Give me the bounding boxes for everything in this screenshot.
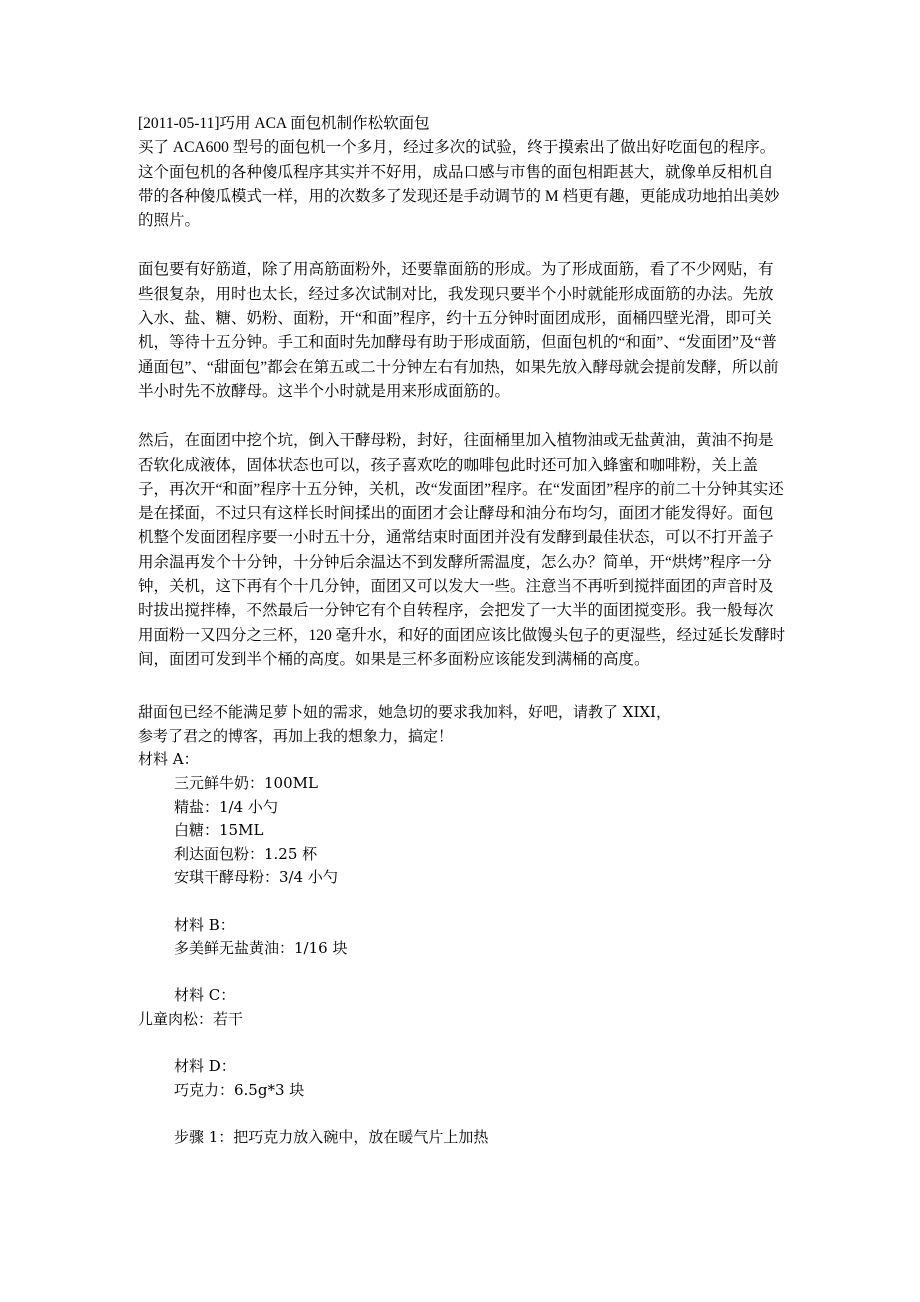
recipe-step-1: 步骤 1：把巧克力放入碗中，放在暖气片上加热 <box>174 1127 489 1146</box>
article-title: [2011-05-11]巧用 ACA 面包机制作松软面包 <box>138 115 430 132</box>
material-a-item: 三元鲜牛奶：100ML <box>174 774 318 793</box>
recipe-section <box>138 701 788 1149</box>
material-a-label: 材料 A： <box>138 750 199 769</box>
material-a-item: 白糖：15ML <box>174 821 264 840</box>
material-a-item: 精盐：1/4 小勺 <box>174 797 278 816</box>
document-page <box>138 112 788 1150</box>
article-paragraph-2: 面包要有好筋道，除了用高筋面粉外，还要靠面筋的形成。为了形成面筋，看了不少网贴，有些很复杂，用时也太长，经过多次试制对比，我发现只要半个小时就能形成面筋的办法。先放入水、盐、糖、奶粉、面粉，开“和面”程序，约十五分钟时面团成形，面桶四壁光滑，即可关机，等待十五分钟。手工和面时先加酵母有助于形成面筋，但面包机的“和面”、“发面团”及“普通面包”、“甜面包”都会在第五或二十分钟左右有加热，如果先放入酵母就会提前发酵，所以前半小时先不放酵母。这半个小时就是用来形成面筋的。 <box>138 261 779 400</box>
recipe-intro-line-1: 甜面包已经不能满足萝卜妞的需求，她急切的要求我加料，好吧，请教了 XIXI， <box>138 703 671 722</box>
material-b-item: 多美鲜无盐黄油：1/16 块 <box>174 939 348 958</box>
article-paragraph-1: 买了 ACA600 型号的面包机一个多月，经过多次的试验，终于摸索出了做出好吃面包的程序。这个面包机的各种傻瓜程序其实并不好用，成品口感与市售的面包相距甚大，就像单反相机自带的各种傻瓜模式一样，用的次数多了发现还是手动调节的 M 档更有趣，更能成功地拍出美妙的照片。 <box>138 139 780 230</box>
material-d-label: 材料 D： <box>174 1057 236 1076</box>
material-b-label: 材料 B： <box>174 915 235 934</box>
material-a-item: 安琪干酵母粉：3/4 小勺 <box>174 868 338 887</box>
article-paragraph-3: 然后，在面团中挖个坑，倒入干酵母粉，封好，往面桶里加入植物油或无盐黄油，黄油不拘是否软化成液体，固体状态也可以，孩子喜欢吃的咖啡包此时还可加入蜂蜜和咖啡粉，关上盖子，再次开“和面”程序十五分钟，关机，改“发面团”程序。在“发面团”程序的前二十分钟其实还是在揉面，不过只有这样长时间揉出的面团才会让酵母和油分布均匀，面团才能发得好。面包机整个发面团程序要一小时五十分，通常结束时面团并没有发酵到最佳状态，可以不打开盖子用余温再发个十分钟，十分钟后余温达不到发酵所需温度，怎么办？简单，开“烘烤”程序一分钟，关机，这下再有个十几分钟，面团又可以发大一些。注意当不再听到搅拌面团的声音时及时拔出搅拌棒，不然最后一分钟它有个自转程序，会把发了一大半的面团搅变形。我一般每次用面粉一又四分之三杯，120 毫升水，和好的面团应该比做馒头包子的更湿些，经过延长发酵时间，面团可发到半个桶的高度。如果是三杯多面粉应该能发到满桶的高度。 <box>138 432 786 668</box>
material-d-item: 巧克力：6.5g*3 块 <box>174 1080 305 1099</box>
article-section <box>138 112 788 672</box>
material-c-label: 材料 C： <box>174 986 236 1005</box>
material-a-item: 利达面包粉：1.25 杯 <box>174 844 318 863</box>
material-c-item: 儿童肉松：若干 <box>138 1009 244 1028</box>
recipe-intro-line-2: 参考了君之的博客，再加上我的想象力，搞定！ <box>138 726 454 745</box>
